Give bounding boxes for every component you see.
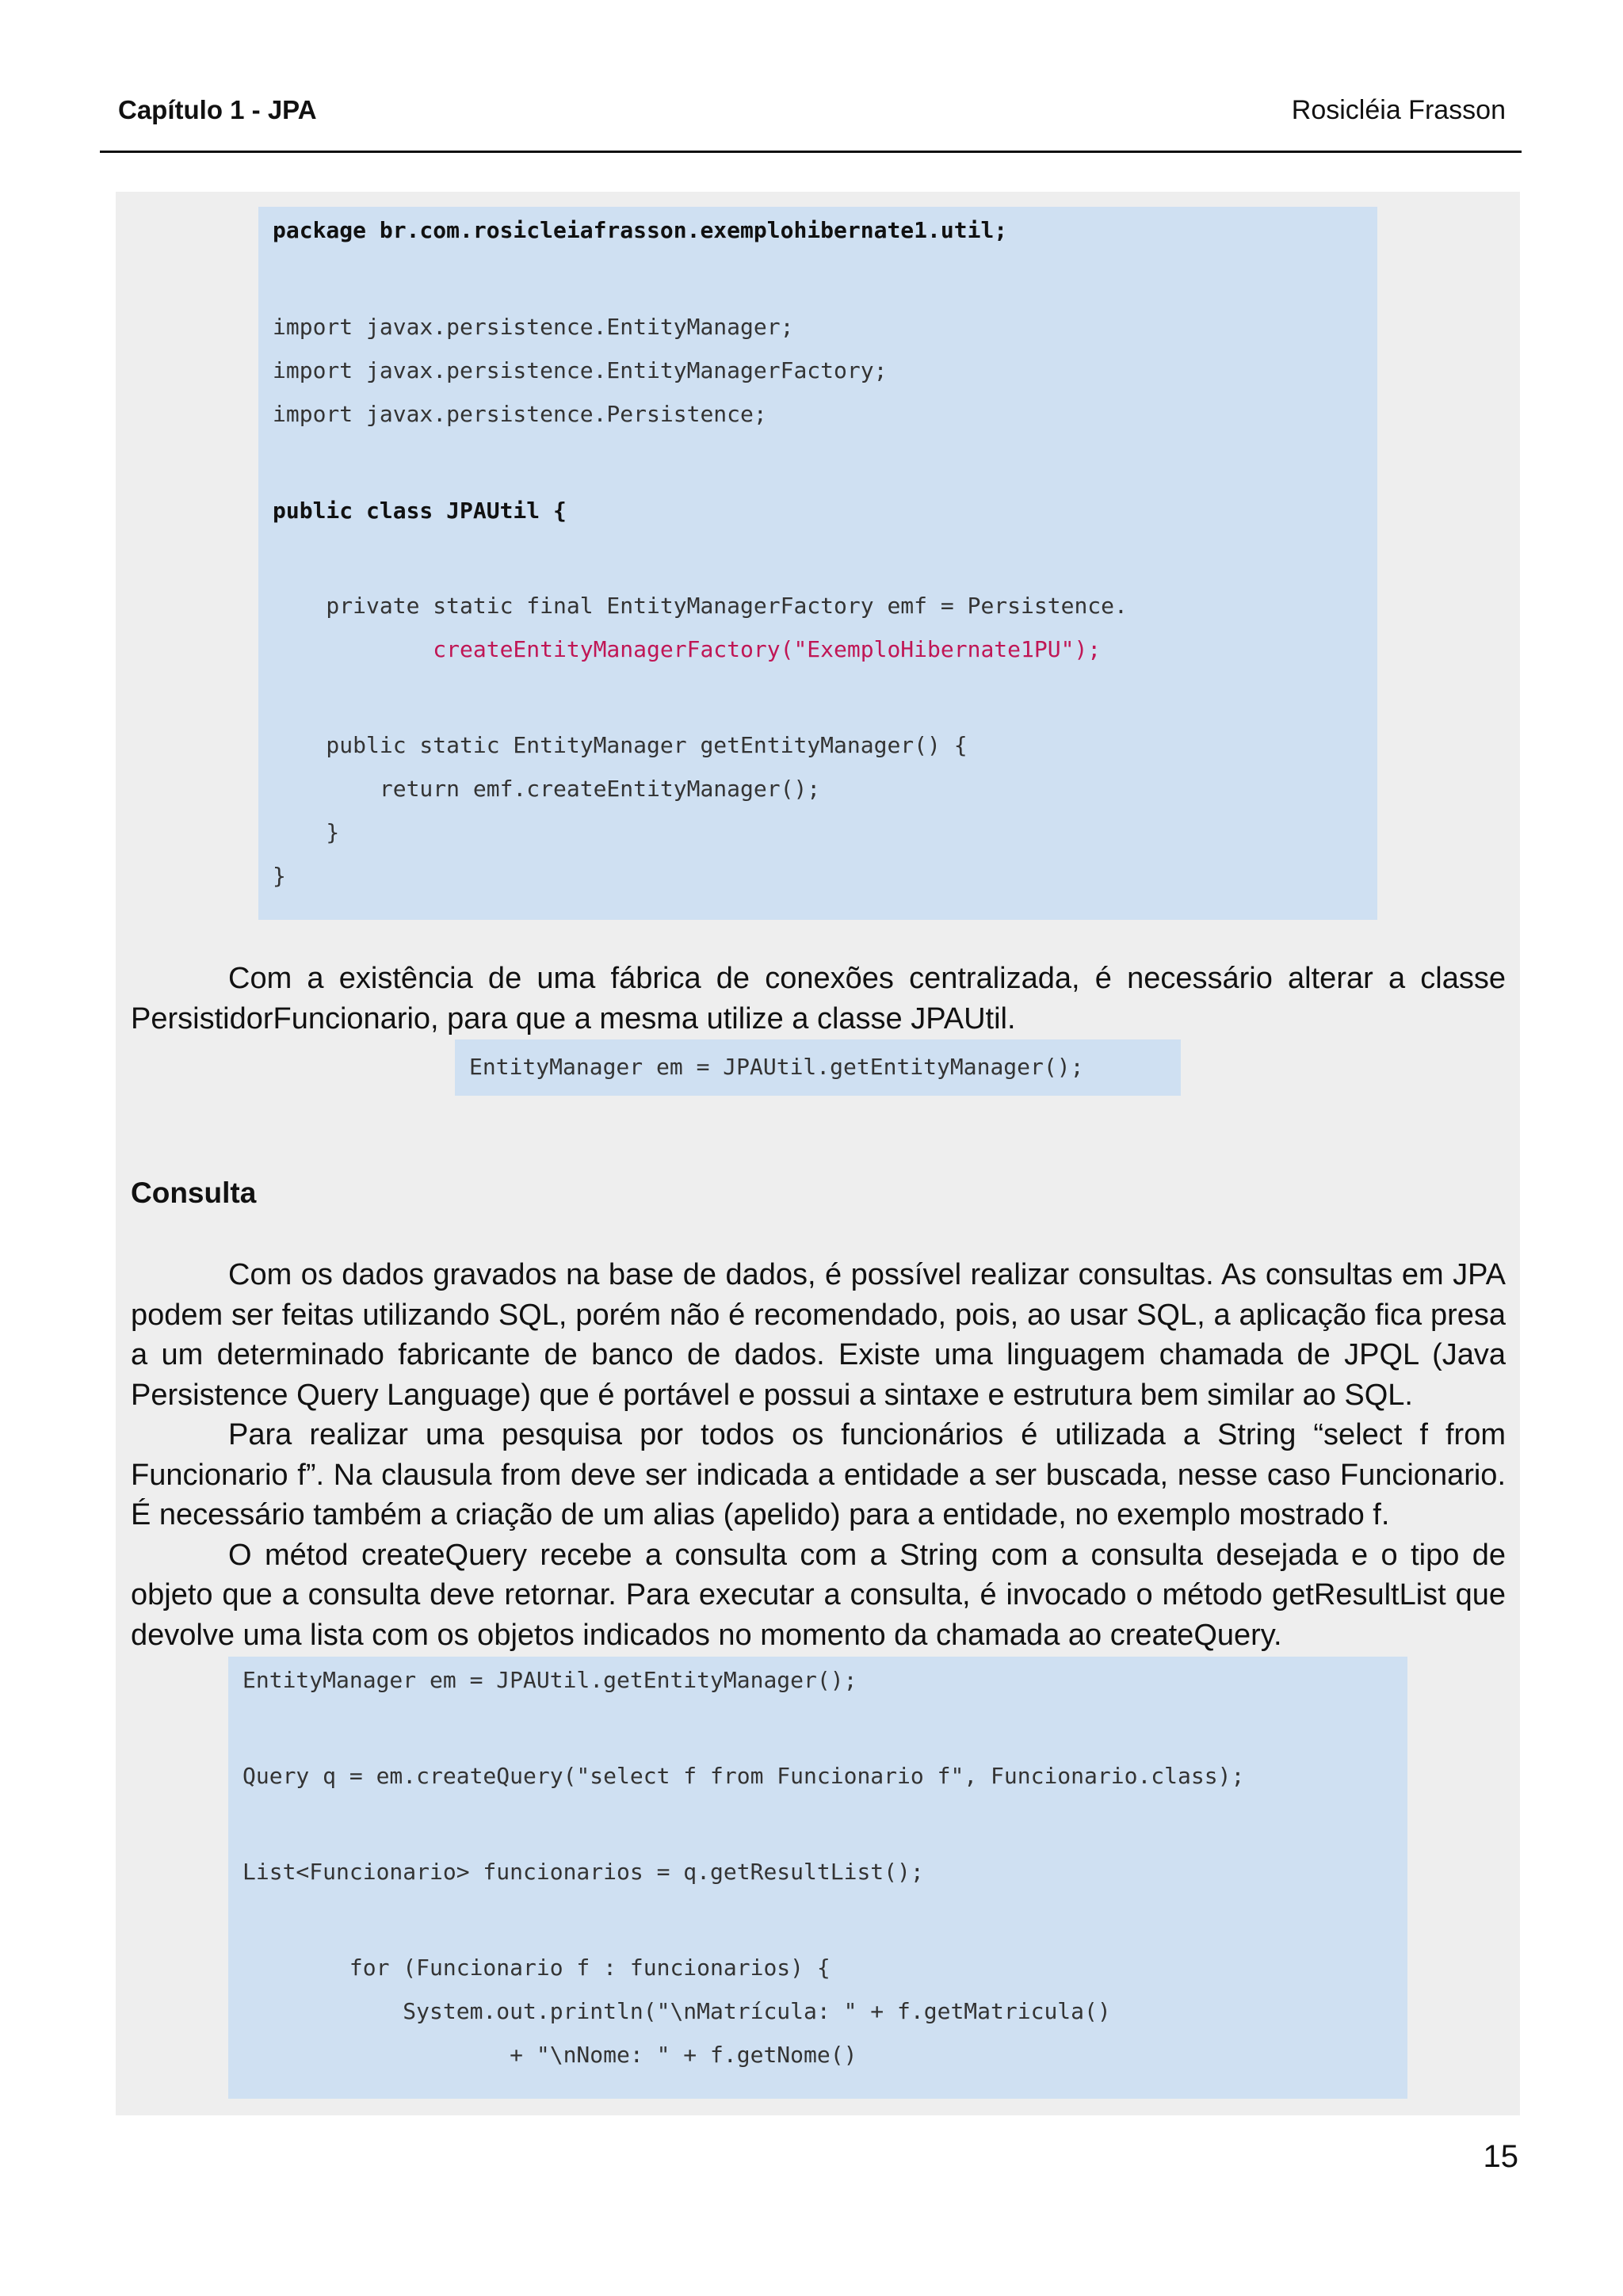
code-text: } [273,863,286,889]
code-line [242,1763,1244,1789]
code-text: EntityManager em = JPAUtil.getEntityManager(); [242,1667,857,1693]
code-block-jpautil [258,207,1377,920]
code-block-query [228,1657,1407,2099]
page-number: 15 [1483,2139,1518,2174]
code-text: for (Funcionario f : funcionarios) { [242,1955,831,1981]
code-block-entitymanager [455,1039,1181,1096]
code-text: } [273,819,340,845]
code-line [273,217,1007,243]
section-heading: Consulta [131,1177,257,1209]
code-line [469,1054,1083,1080]
code-line [273,357,887,383]
code-text: EntityManager em = JPAUtil.getEntityManager(); [469,1054,1084,1080]
paragraph-consulta [131,1255,1506,1655]
code-line [273,401,767,427]
code-text: import javax.persistence.EntityManagerFactory; [273,357,888,383]
page-header [0,0,1623,158]
code-text: public class JPAUtil { [273,498,567,524]
author-name: Rosicléia Frasson [1291,95,1506,125]
code-line [273,732,968,758]
paragraph-block [131,1535,1506,1656]
paragraph-block [131,1255,1506,1415]
code-text: Query q = em.createQuery("select f from Funcionario f", Funcionario.class); [242,1763,1245,1789]
code-line [273,863,286,889]
code-line [273,819,339,845]
code-text: List<Funcionario> funcionarios = q.getResultList(); [242,1859,924,1885]
code-text: return emf.createEntityManager(); [273,776,821,802]
chapter-title: Capítulo 1 - JPA [118,95,317,124]
code-text: createEntityManagerFactory("ExemploHibernate1PU"); [273,636,1102,662]
paragraph-block [131,1415,1506,1535]
code-line [242,1667,857,1693]
code-text: import javax.persistence.EntityManager; [273,314,794,340]
code-text: public static EntityManager getEntityManager() { [273,732,968,758]
code-line [242,2042,857,2068]
code-text: import javax.persistence.Persistence; [273,401,767,427]
code-line [273,498,567,524]
paragraph-text: Com a existência de uma fábrica de conexões centralizada, é necessário alterar a classe PersistidorFuncionario, para que a mesma utilize a classe JPAUtil. [131,962,1506,1035]
code-text: + "\nNome: " + f.getNome() [242,2042,857,2068]
code-line [273,636,1101,662]
code-line [273,593,1128,619]
header-divider [100,151,1522,153]
code-text: package br.com.rosicleiafrasson.exemplohibernate1.util; [273,217,1008,243]
paragraph-text: Com os dados gravados na base de dados, é possível realizar consultas. As consultas em JPA podem ser feitas utilizando SQL, porém não é recomendado, pois, ao usar SQL, a aplicação fica presa a um determinado fabricante de banco de dados. Existe uma linguagem chamada de JPQL (Java Persistence Query Language) que é portável e possui a sintaxe e estrutura bem similar ao SQL. [131,1258,1506,1412]
paragraph-jpautil [131,959,1506,1039]
paragraph-text: Para realizar uma pesquisa por todos os funcionários é utilizada a String “select f from Funcionario f”. Na clausula from deve ser indicada a entidade a ser buscada, nesse caso Funcionario. É necessário também a criação de um alias (apelido) para a entidade, no exemplo mostrado f. [131,1418,1506,1531]
code-line [242,1998,1111,2024]
code-line [273,314,793,340]
code-line [242,1859,924,1885]
code-text: System.out.println("\nMatrícula: " + f.getMatricula() [242,1998,1111,2024]
code-line [273,776,820,802]
code-text: private static final EntityManagerFactory emf = Persistence. [273,593,1128,619]
code-line [242,1955,831,1981]
paragraph-text: O métod createQuery recebe a consulta com a String com a consulta desejada e o tipo de objeto que a consulta deve retornar. Para executar a consulta, é invocado o método getResultList que devolve uma lista com os objetos indicados no momento da chamada ao createQuery. [131,1538,1506,1652]
